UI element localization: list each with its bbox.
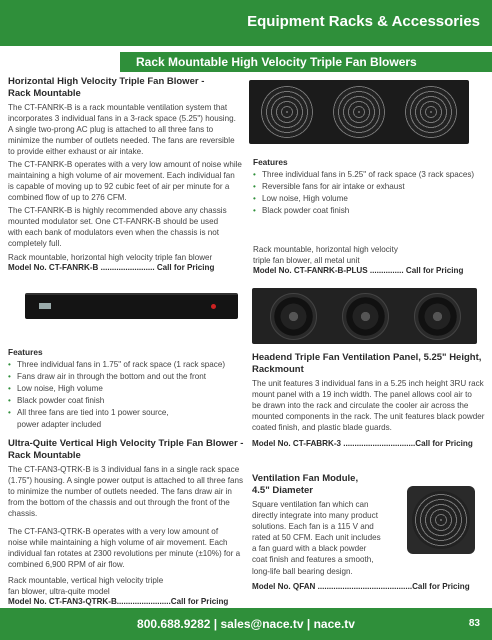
- s2-features-list: [8, 359, 248, 419]
- text-line: long-life ball bearing design.: [252, 566, 353, 576]
- text-line: incorporates 3 individual fans in a 3-rack space (5.25") housing.: [8, 114, 236, 124]
- s1r-features-title: Features: [253, 157, 288, 167]
- text-line: to provide either exhaust or air intake.: [8, 147, 144, 157]
- s1-caption: Rack mountable, horizontal high velocity triple fan blower: [8, 253, 213, 262]
- text-line: The CT-FAN3-QTRK-B operates with a very low amount of: [8, 527, 219, 536]
- feature-item: • Low noise, High volume: [253, 193, 489, 205]
- 1u-fan-unit-image: [25, 293, 238, 319]
- s2-features-title: Features: [8, 347, 43, 357]
- fan-grill-icon: [261, 86, 313, 138]
- feature-item: • Reversible fans for air intake or exhaust: [253, 181, 489, 193]
- text-line: solutions. Each fan is a 115 V and: [252, 522, 374, 532]
- text-line: to minimize the number of outlets needed. The fans draw air in: [8, 487, 232, 497]
- text-line: directly integrate into many product: [252, 511, 378, 521]
- s1-model: Model No. CT-FANRK-B ........................ Call for Pricing: [8, 263, 215, 272]
- text-line: mount panel with a 19 inch width. The panel allows cool air to: [252, 390, 472, 400]
- text-line: mounted components in the rack. The unit features black powder: [252, 412, 485, 422]
- text-line: noise while maintaining a high volume of air movement. Each: [8, 538, 228, 548]
- s2-model: Model No. CT-FAN3-QTRK-B........................Call for Pricing: [8, 597, 229, 606]
- s2-paragraph-1: [8, 464, 253, 519]
- feature-item: • Black powder coat finish: [253, 205, 489, 217]
- contact-info: 800.688.9282 | sales@nace.tv | nace.tv: [137, 617, 355, 631]
- feature-item: • Black powder coat finish: [8, 395, 248, 407]
- fan-icon: [342, 293, 389, 340]
- power-led-icon: [211, 304, 216, 309]
- fan-icon: [414, 293, 461, 340]
- s1r-caption-line1: Rack mountable, horizontal high velocity: [253, 245, 398, 254]
- text-line: individual fan rotates at 2300 revolutions per minute (±10%) for a: [8, 549, 241, 559]
- feature-item: • All three fans are tied into 1 power source,: [8, 407, 248, 419]
- text-line: The CT-FAN3-QTRK-B is 3 individual fans in a single rack space: [8, 465, 240, 474]
- fan-grill-icon: [405, 86, 457, 138]
- text-line: maintaining a high volume of air movement. Each individual fan: [8, 171, 235, 181]
- feature-item: • Low noise, High volume: [8, 383, 248, 395]
- text-line: coated finish, and plastic blade guards.: [252, 423, 392, 433]
- s1-title-line2: Rack Mountable: [8, 88, 81, 99]
- section-title: Equipment Racks & Accessories: [247, 13, 480, 30]
- s1-paragraph-1: [8, 102, 248, 157]
- text-line: The unit features 3 individual fans in a 5.25 inch height 3RU rack: [252, 379, 484, 388]
- square-fan-image: [407, 486, 475, 554]
- s2-caption-line2: fan blower, ultra-quite model: [8, 587, 110, 596]
- text-line: rated at 50 CFM. Each unit includes: [252, 533, 381, 543]
- text-line: mounted modulator set. One CT-FANRK-B should be used: [8, 217, 219, 227]
- fan-icon: [270, 293, 317, 340]
- footer-bar: [0, 608, 492, 640]
- header-bar: [0, 0, 492, 46]
- s1r-features-list: [253, 169, 489, 217]
- feature-item: • Three individual fans in 1.75" of rack space (1 rack space): [8, 359, 248, 371]
- s2-feature-continued: power adapter included: [17, 420, 102, 429]
- s1-paragraph-3: [8, 205, 248, 249]
- s2-title-line1: Ultra-Quite Vertical High Velocity Triple Fan Blower -: [8, 438, 244, 449]
- text-line: be drawn into the rack and circulate the cooler air across the: [252, 401, 469, 411]
- s3-title-line1: Headend Triple Fan Ventilation Panel, 5.25" Height,: [252, 352, 482, 363]
- s2-paragraph-2: [8, 526, 253, 570]
- s1-paragraph-2: [8, 159, 248, 203]
- text-line: The CT-FANRK-B operates with a very low amount of noise while: [8, 160, 242, 169]
- fan-grill-icon: [333, 86, 385, 138]
- s2-title-line2: Rack Mountable: [8, 450, 81, 461]
- s1r-caption-line2: triple fan blower, all metal unit: [253, 256, 360, 265]
- fan-guard-icon: [412, 491, 470, 549]
- s4-paragraph: [252, 499, 402, 577]
- s4-model: Model No. QFAN ..........................................Call for Pricing: [252, 582, 470, 591]
- text-line: with each bank of modulators even when the chassis is not: [8, 228, 220, 238]
- text-line: combined flow of up to 276 CFM.: [8, 193, 127, 203]
- s3-paragraph: [252, 378, 488, 433]
- text-line: coat finish and features a smooth,: [252, 555, 374, 565]
- feature-item: • Fans draw air in through the bottom and out the front: [8, 371, 248, 383]
- s3-model: Model No. CT-FABRK-3 ................................Call for Pricing: [252, 439, 473, 448]
- text-line: (1.75") housing. A single power output is attached to all three fans: [8, 476, 244, 486]
- s4-title-line1: Ventilation Fan Module,: [252, 473, 359, 484]
- text-line: A single two-prong AC plug is attached to all three fans to: [8, 125, 214, 135]
- text-line: from the bottom of the chassis and out through the front of the: [8, 498, 230, 508]
- s4-title-line2: 4.5" Diameter: [252, 485, 314, 496]
- feature-item: • Three individual fans in 5.25" of rack space (3 rack spaces): [253, 169, 489, 181]
- text-line: a fan guard with a black powder: [252, 544, 367, 554]
- page-number: 83: [468, 618, 480, 629]
- s2-caption-line1: Rack mountable, vertical high velocity triple: [8, 576, 164, 585]
- 3u-fan-panel-image: [252, 288, 477, 344]
- text-line: is capable of moving up to 92 cubic feet of air per minute for a: [8, 182, 230, 192]
- text-line: The CT-FANRK-B is highly recommended above any chassis: [8, 206, 227, 215]
- s3-title-line2: Rackmount: [252, 364, 304, 375]
- triple-fan-panel-image: [249, 80, 469, 144]
- logo-badge-icon: [39, 303, 51, 309]
- text-line: Square ventilation fan which can: [252, 500, 369, 509]
- banner-title: Rack Mountable High Velocity Triple Fan Blowers: [136, 55, 417, 69]
- text-line: The CT-FANRK-B is a rack mountable ventilation system that: [8, 103, 228, 112]
- s1-title-line1: Horizontal High Velocity Triple Fan Blower -: [8, 76, 205, 87]
- s1r-model: Model No. CT-FANRK-B-PLUS ............... Call for Pricing: [253, 266, 464, 275]
- text-line: chassis.: [8, 509, 38, 519]
- text-line: combined 6,900 RPM of air flow.: [8, 560, 125, 570]
- text-line: minimize the number of outlets needed. The fans are reversible: [8, 136, 235, 146]
- banner: [120, 52, 492, 72]
- text-line: completely full.: [8, 239, 62, 249]
